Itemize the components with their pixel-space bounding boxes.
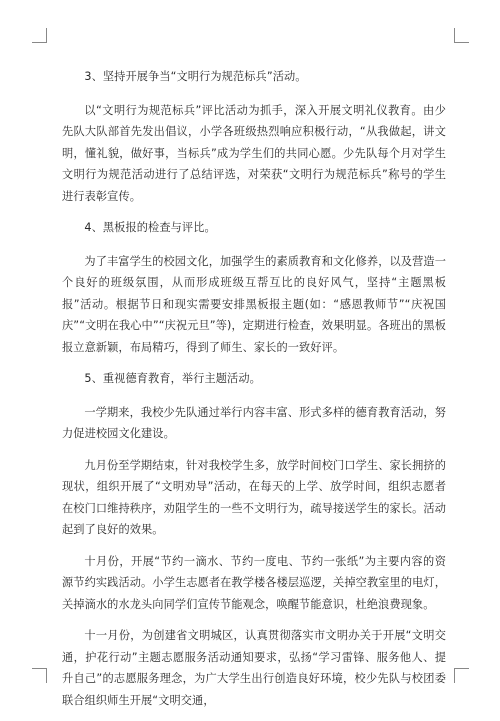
section-heading-5: 5、重视德育教育，举行主题活动。 (84, 372, 261, 385)
page-corner-mark-top-right (454, 28, 469, 43)
body-paragraph: 九月份至学期结束，针对我校学生多，放学时间校门口学生、家长拥挤的现状，组织开展了“文明劝导”活动，在每天的上学、放学时间，组织志愿者在校门口维持秩序，劝阻学生的一些不文明行为，疏导接送学生的家长。活动起到了良好的效果。 (62, 458, 446, 536)
document-body (62, 66, 446, 721)
section-heading-3: 3、坚持开展争当“文明行为规范标兵”活动。 (84, 70, 307, 83)
page-corner-mark-bottom-left (32, 668, 47, 683)
body-paragraph: 为了丰富学生的校园文化，加强学生的素质教育和文化修养，以及营造一个良好的班级氛围，从而形成班级互帮互比的良好风气，坚持“主题黑板报”活动。根据节日和现实需要安排黑板报主题(如：“感恩教师节”“庆祝国庆”“文明在我心中”“庆祝元旦”等)，定期进行检查，效果明显。各班出的黑板报立意新颖，布局精巧，得到了师生、家长的一致好评。 (62, 254, 446, 354)
body-paragraph: 一学期来，我校少先队通过举行内容丰富、形式多样的德育教育活动，努力促进校园文化建设。 (62, 405, 446, 440)
body-paragraph: 以“文明行为规范标兵”评比活动为抓手，深入开展文明礼仪教育。由少先队大队部首先发出倡议，小学各班级热烈响应积极行动，“从我做起，讲文明，懂礼貌，做好事，当标兵”成为学生们的共同心愿。少先队每个月对学生文明行为规范活动进行了总结评选，对荣获“文明行为规范标兵”称号的学生进行表彰宣传。 (62, 103, 446, 203)
section-heading-4: 4、黑板报的检查与评比。 (84, 221, 216, 234)
body-paragraph: 十一月份，为创建省文明城区，认真贯彻落实市文明办关于开展“文明交通，护花行动”主题志愿服务活动通知要求，弘扬“学习雷锋、服务他人、提升自己”的志愿服务理念，为广大学生出行创造良好环境，校少先队与校团委联合组织师生开展“文明交通， (62, 629, 446, 707)
body-paragraph: 十月份，开展“节约一滴水、节约一度电、节约一张纸”为主要内容的资源节约实践活动。小学生志愿者在教学楼各楼层巡逻，关掉空教室里的电灯，关掉滴水的水龙头向同学们宣传节能观念，唤醒节能意识，杜绝浪费现象。 (62, 554, 446, 611)
page-corner-mark-top-left (32, 28, 47, 43)
page-corner-mark-bottom-right (454, 668, 469, 683)
